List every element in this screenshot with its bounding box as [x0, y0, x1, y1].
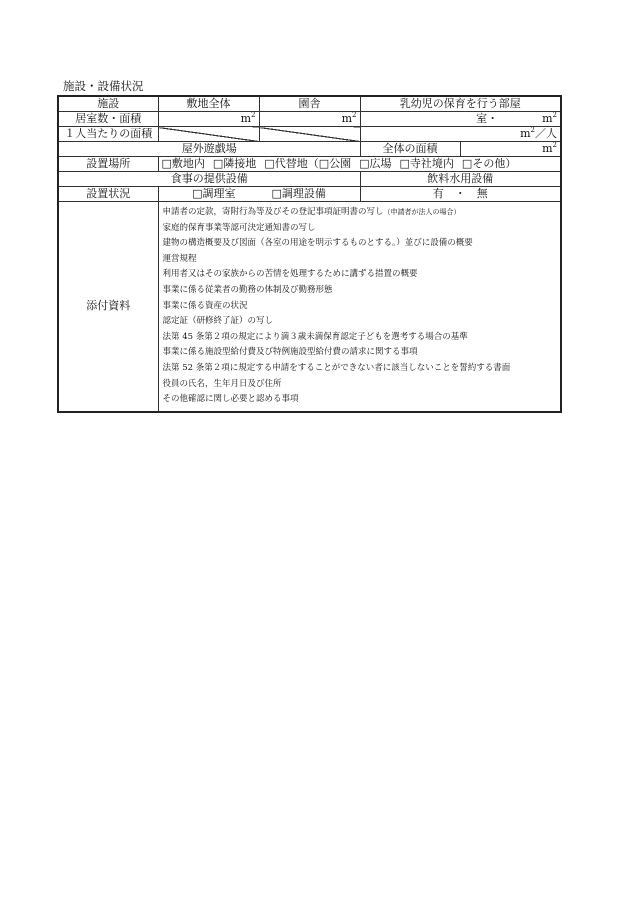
per-person-area-field[interactable]: $m^2/$人 — [360, 127, 561, 142]
playground-total-area-field[interactable]: $m^2$ — [460, 142, 561, 157]
header-childcare-rooms: 乳幼児の保育を行う部屋 — [360, 96, 561, 112]
childcare-rooms-field[interactable]: 室・ $m^2$ — [360, 112, 561, 127]
per-person-unit: m — [520, 127, 531, 140]
location-option-on-site[interactable]: □敷地内 — [161, 157, 205, 170]
per-person-row — [58, 127, 561, 142]
attachment-item: その他確認に関し必要と認める事項 — [162, 394, 299, 405]
per-person-label: １人当たりの面積 — [58, 127, 158, 142]
attachment-item: 認定証（研修終了証）の写し — [162, 316, 274, 327]
playground-row — [58, 142, 561, 157]
rooms-count-suffix: 室・ — [476, 112, 499, 125]
install-status-row — [58, 187, 561, 202]
per-person-suffix: ／人 — [535, 127, 557, 140]
playground-area-unit: m — [542, 142, 553, 155]
rooms-area-row — [58, 112, 561, 127]
location-label: 設置場所 — [58, 157, 158, 172]
location-option-adjacent[interactable]: □隣接地 — [212, 157, 257, 170]
building-area-field[interactable]: $m^2$ — [259, 112, 360, 127]
facility-equipment-table — [57, 95, 562, 413]
attachment-item: 事業に係る資産の状況 — [162, 300, 248, 311]
header-site-total: 敷地全体 — [158, 96, 259, 112]
header-row — [58, 96, 561, 112]
option-cooking-equipment[interactable]: □調理設備 — [271, 187, 326, 200]
rooms-area-label: 居室数・面積 — [58, 112, 158, 127]
attachments-row — [58, 202, 561, 412]
header-building: 園舎 — [259, 96, 360, 112]
attachment-item: 事業に係る従業者の勤務の体制及び勤務形態 — [162, 284, 333, 295]
attachment-item: 家庭的保育事業等認可決定通知書の写し — [162, 222, 316, 233]
option-kitchen[interactable]: □調理室 — [192, 187, 236, 200]
attachment-item: 法第 52 条第２項に規定する申請をすることができない者に該当しないことを誓約する書面 — [162, 362, 511, 373]
header-facility: 施設 — [58, 96, 158, 112]
playground-total-area-label: 全体の面積 — [360, 142, 460, 157]
drinking-water-choice[interactable]: 有 ・ 無 — [360, 187, 561, 202]
attachment-item: 申請者の定款，寄附行為等及びその登記事項証明書の写し（申請者が法人の場合） — [162, 207, 461, 217]
drinking-water-header: 飲料水用設備 — [360, 172, 561, 187]
attachments-list — [158, 202, 561, 412]
location-options — [158, 157, 561, 172]
section-title: 施設・設備状況 — [63, 79, 144, 93]
meal-options — [158, 187, 360, 202]
attachment-item: 利用者又はその家族からの苦情を処理するために講ずる措置の概要 — [162, 269, 418, 280]
playground-label: 屋外遊戯場 — [58, 142, 360, 157]
attachment-item: 建物の構造概要及び図面（各室の用途を明示するものとする。）並びに設備の概要 — [162, 238, 473, 249]
location-option-temple[interactable]: □寺社境内 — [399, 157, 454, 170]
site-area-unit: m — [240, 112, 252, 125]
rooms-area-unit: m — [542, 112, 553, 125]
attachment-item: 法第 45 条第２項の規定により満３歳未満保育認定子どもを選考する場合の基準 — [162, 331, 468, 342]
location-option-plaza[interactable]: □広場 — [359, 157, 392, 170]
attachment-item: 事業に係る施設型給付費及び特例施設型給付費の請求に関する事項 — [162, 347, 418, 358]
install-status-label: 設置状況 — [58, 187, 158, 202]
meal-facility-header: 食事の提供設備 — [58, 172, 360, 187]
attachment-item: 運営規程 — [162, 253, 197, 264]
location-option-alternative[interactable]: □代替地（□公園 — [264, 157, 352, 170]
location-option-other[interactable]: □その他） — [461, 157, 517, 170]
location-row — [58, 157, 561, 172]
attachments-label: 添付資料 — [58, 202, 158, 412]
attachment-item: 役員の氏名，生年月日及び住所 — [162, 378, 282, 389]
site-area-field[interactable]: $m^2$ — [158, 112, 259, 127]
building-area-unit: m — [341, 112, 353, 125]
per-person-building-disabled — [259, 127, 360, 142]
meal-header-row — [58, 172, 561, 187]
per-person-site-disabled — [158, 127, 259, 142]
